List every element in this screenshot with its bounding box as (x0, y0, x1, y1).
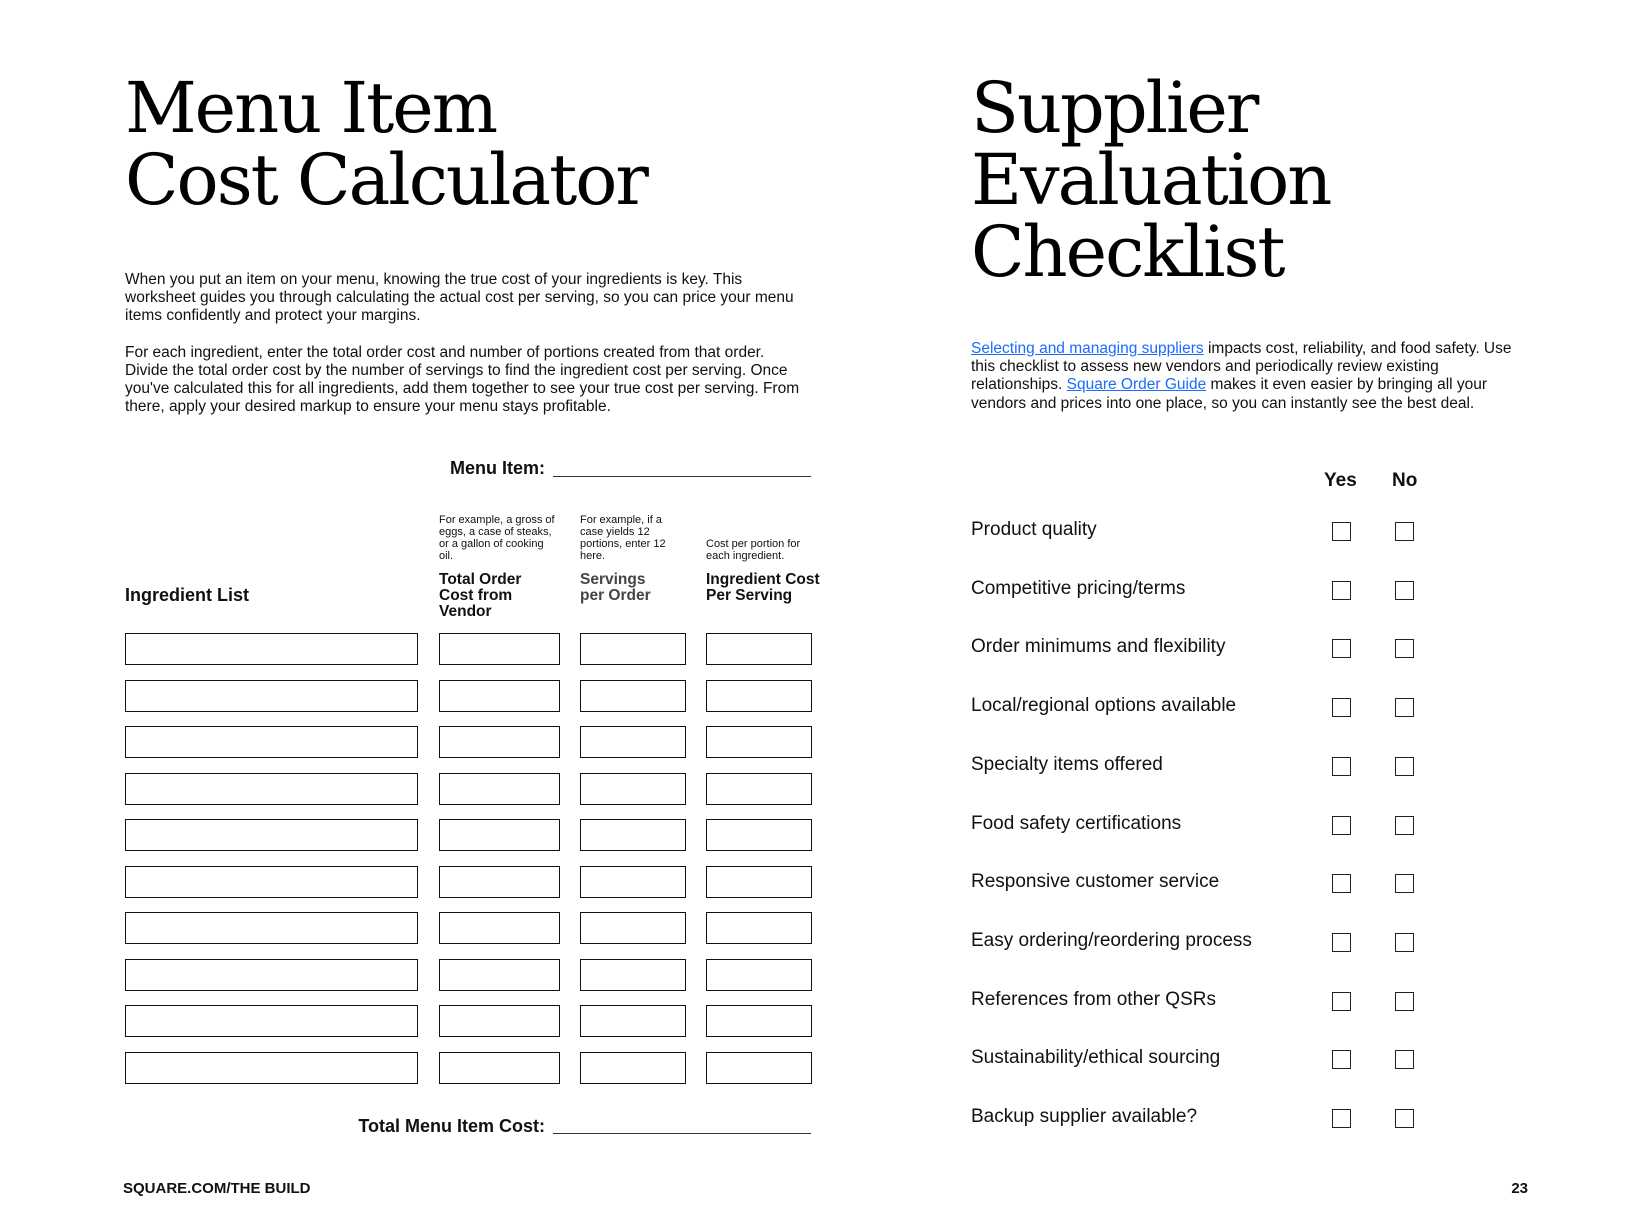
column-ingredient-cost (706, 514, 826, 604)
column-servings-per-order (580, 514, 668, 604)
order-cost-field[interactable] (439, 1005, 560, 1037)
ingredient-name-field[interactable] (125, 726, 418, 758)
servings-field[interactable] (580, 680, 686, 712)
ingredient-list-header: Ingredient List (125, 585, 250, 605)
title-line: Cost Calculator (125, 139, 647, 221)
checklist-item-label: Competitive pricing/terms (971, 577, 1186, 599)
checklist-intro (971, 340, 1521, 413)
total-cost-input-line[interactable] (553, 1133, 811, 1134)
checklist-item-label: Product quality (971, 519, 1097, 540)
checklist-item-label: Backup supplier available? (971, 1106, 1198, 1127)
menu-item-label: Menu Item: (449, 458, 545, 478)
ingredient-name-field[interactable] (125, 633, 418, 665)
order-cost-field[interactable] (439, 866, 560, 898)
yes-checkbox[interactable] (1332, 581, 1351, 600)
ingredient-name-field[interactable] (125, 912, 418, 944)
yes-checkbox[interactable] (1332, 992, 1351, 1011)
yes-checkbox[interactable] (1332, 639, 1351, 658)
yes-checkbox[interactable] (1332, 1050, 1351, 1069)
checklist-item-label: Responsive customer service (971, 871, 1220, 893)
instructions-paragraph: For each ingredient, enter the total order cost and number of portions created from that order. Divide the total order cost by the number of servings to find the ingredient cost per serving. Once you've calculated this for all ingredients, add them together to see your true cost per serving. From there, apply your desired markup to ensure your menu stays profitable. (125, 343, 800, 416)
ingredient-name-field[interactable] (125, 1052, 418, 1084)
cost-per-serving-field[interactable] (706, 1005, 812, 1037)
ingredient-name-field[interactable] (125, 773, 418, 805)
order-cost-field[interactable] (439, 819, 560, 851)
order-cost-field[interactable] (439, 726, 560, 758)
servings-field[interactable] (580, 726, 686, 758)
ingredient-name-field[interactable] (125, 866, 418, 898)
yes-checkbox[interactable] (1332, 1109, 1351, 1128)
column-note: For example, a gross of eggs, a case of steaks, or a gallon of cooking oil. (439, 514, 555, 562)
yes-checkbox[interactable] (1332, 816, 1351, 835)
title-line: Evaluation (971, 139, 1331, 221)
cost-per-serving-field[interactable] (706, 819, 812, 851)
column-note: For example, if a case yields 12 portions, enter 12 here. (580, 514, 666, 562)
menu-item-input-line[interactable] (553, 476, 811, 477)
square-order-guide-link[interactable]: Square Order Guide (1066, 376, 1207, 394)
checklist-item-label: Easy ordering/reordering process (971, 929, 1252, 951)
order-cost-field[interactable] (439, 912, 560, 944)
title-line: Menu Item (125, 67, 497, 149)
cost-per-serving-field[interactable] (706, 959, 812, 991)
no-checkbox[interactable] (1395, 816, 1414, 835)
no-checkbox[interactable] (1395, 992, 1414, 1011)
yes-checkbox[interactable] (1332, 874, 1351, 893)
servings-field[interactable] (580, 866, 686, 898)
cost-per-serving-field[interactable] (706, 680, 812, 712)
servings-field[interactable] (580, 1005, 686, 1037)
order-cost-field[interactable] (439, 680, 560, 712)
yes-checkbox[interactable] (1332, 522, 1351, 541)
servings-field[interactable] (580, 773, 686, 805)
checklist-item-label: Order minimums and flexibility (971, 636, 1226, 658)
servings-field[interactable] (580, 1052, 686, 1084)
cost-per-serving-field[interactable] (706, 912, 812, 944)
order-cost-field[interactable] (439, 1052, 560, 1084)
checklist-item-label: Specialty items offered (971, 753, 1163, 775)
title-line: Checklist (971, 211, 1284, 293)
no-checkbox[interactable] (1395, 698, 1414, 717)
column-header: Total Order Cost from Vendor (439, 571, 522, 620)
selecting-suppliers-link[interactable]: Selecting and managing suppliers (971, 340, 1204, 357)
checklist-item-label: Food safety certifications (971, 812, 1182, 834)
page-number: 23 (1511, 1180, 1528, 1197)
yes-checkbox[interactable] (1332, 933, 1351, 952)
checklist-item-label: References from other QSRs (971, 988, 1216, 1010)
cost-per-serving-field[interactable] (706, 726, 812, 758)
servings-field[interactable] (580, 819, 686, 851)
cost-per-serving-field[interactable] (706, 633, 812, 665)
checklist-item-label: Sustainability/ethical sourcing (971, 1047, 1221, 1069)
no-column-header: No (1392, 470, 1418, 491)
column-header: Ingredient Cost Per Serving (706, 571, 820, 604)
column-total-order-cost (439, 514, 559, 620)
no-checkbox[interactable] (1395, 757, 1414, 776)
order-cost-field[interactable] (439, 959, 560, 991)
title-line: Supplier (971, 67, 1258, 149)
order-cost-field[interactable] (439, 633, 560, 665)
no-checkbox[interactable] (1395, 1050, 1414, 1069)
intro-text: impacts cost, reliability, and food safety. Use this checklist to assess new vendors and periodically review existing relationships. (971, 340, 1512, 394)
column-header: Servings per Order (580, 571, 651, 604)
servings-field[interactable] (580, 633, 686, 665)
yes-column-header: Yes (1324, 470, 1357, 491)
checklist-title (971, 67, 1331, 293)
intro-paragraph: When you put an item on your menu, knowing the true cost of your ingredients is key. This worksheet guides you through calculating the actual cost per serving, so you can price your menu items confidently and protect your margins. (125, 271, 794, 325)
servings-field[interactable] (580, 912, 686, 944)
ingredient-name-field[interactable] (125, 959, 418, 991)
intro-text: makes it even easier by bringing all your vendors and prices into one place, so you can instantly see the best deal. (971, 376, 1488, 412)
calculator-intro (125, 271, 805, 434)
order-cost-field[interactable] (439, 773, 560, 805)
ingredient-name-field[interactable] (125, 1005, 418, 1037)
column-note: Cost per portion for each ingredient. (706, 538, 801, 562)
no-checkbox[interactable] (1395, 1109, 1414, 1128)
calculator-title (125, 67, 647, 221)
cost-per-serving-field[interactable] (706, 1052, 812, 1084)
footer-site: SQUARE.COM/THE BUILD (123, 1180, 311, 1197)
no-checkbox[interactable] (1395, 581, 1414, 600)
cost-per-serving-field[interactable] (706, 866, 812, 898)
ingredient-name-field[interactable] (125, 680, 418, 712)
yes-checkbox[interactable] (1332, 698, 1351, 717)
yes-checkbox[interactable] (1332, 757, 1351, 776)
no-checkbox[interactable] (1395, 874, 1414, 893)
servings-field[interactable] (580, 959, 686, 991)
no-checkbox[interactable] (1395, 933, 1414, 952)
no-checkbox[interactable] (1395, 639, 1414, 658)
checklist-item-label: Local/regional options available (971, 695, 1237, 717)
ingredient-name-field[interactable] (125, 819, 418, 851)
cost-per-serving-field[interactable] (706, 773, 812, 805)
total-cost-label: Total Menu Item Cost: (358, 1116, 545, 1136)
no-checkbox[interactable] (1395, 522, 1414, 541)
